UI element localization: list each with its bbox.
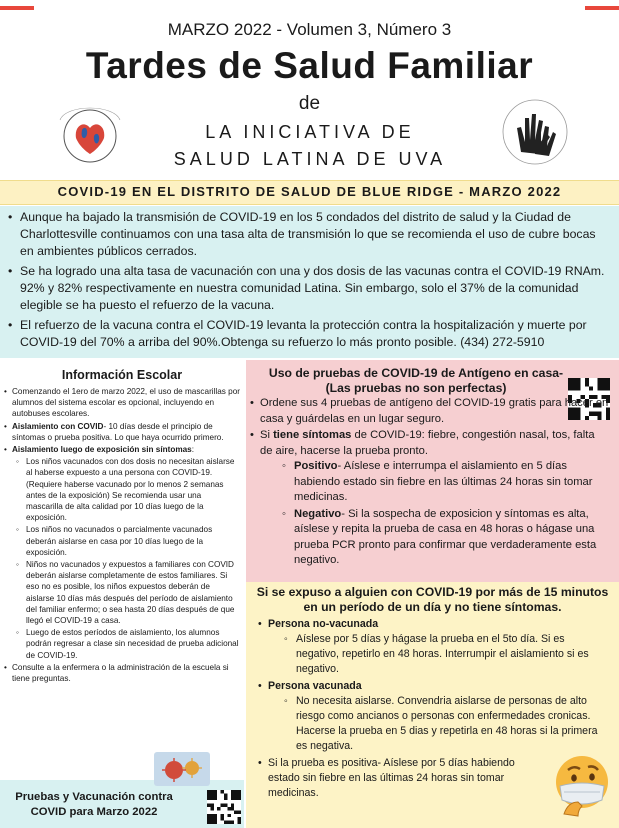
school-info-list (4, 386, 240, 685)
list-item: • Se ha logrado una alta tasa de vacunación con una y dos dosis de las vacunas contra el COVID-19 RNAm. 92% y 82% respectivamente en nuestra comunidad Latina. Sin embargo, solo el 37% de la comunidad elegible se ha puesto el refuerzo de la vacuna. (8, 263, 612, 314)
accent-bar-right (585, 6, 619, 10)
org-name-line2: SALUD LATINA DE UVA (173, 149, 447, 169)
sub-list-item: ◦ Los niños no vacunados o parcialmente vacunados deberán aislarse en casa por 10 días luego de la exposición. (12, 524, 240, 558)
sub-list-item: ◦ No necesita aislarse. Convendria aislarse de personas de alto riesgo como ancianos o personas con enfermedades cronicas. Hacerse la prueba en 5 dias y repetirla en 48 horas si la primera es negativa. (268, 694, 610, 754)
testing-vaccination-title: Pruebas y Vacunación contra COVID para Marzo 2022 (15, 791, 173, 818)
iniciativa-salud-latina-logo (40, 90, 140, 180)
list-item-text: de COVID-19: fiebre, congestión nasal, tos, falta de aire, hacerse la prueba pronto. (260, 429, 595, 457)
headline: COVID-19 EN EL DISTRITO DE SALUD DE BLUE RIDGE - MARZO 2022 (57, 184, 562, 199)
list-item (250, 428, 610, 569)
list-item-text: - 10 días desde el principio de síntomas o prueba positiva. Lo que haya ocurrido primero. (12, 421, 224, 442)
accent-bar-left (0, 6, 34, 10)
list-item (4, 386, 240, 420)
list-item-text: Consulte a la enfermera o la administración de la escuela si tiene preguntas. (12, 662, 229, 684)
result-text: - Aíslese e interrumpa el aislamiento en 5 días habiendo estado sin fiebre en las últimas 24 horas sin tomar medicinas. (294, 460, 593, 503)
list-item-text: Si (260, 429, 274, 441)
sub-list (268, 632, 610, 677)
antigen-test-list (250, 396, 610, 570)
sub-list-item: ◦ Los niños vacunados con dos dosis no necesitan aislarse al haberse expuesto a una persona con COVID-19. (Requiere haberse vacunado por lo menos 2 semanas antes de la exposición) Se recomienda usar una mascarilla de alta calidad por 10 días luego de la exposición. (12, 456, 240, 523)
covid-virus-image (154, 752, 210, 786)
sub-list-item: ◦ Niños no vacunados y expuestos a familiares con COVID deberán aislarse completamente de estos familiares. Si eso no es posible, los niños expuestos deberán de aislarse 10 días más después del período de aislamiento del familiar enfermo; o sea hasta 20 días después de que llegó el COVID-19 a casa. (12, 559, 240, 626)
sub-list-item-positive (260, 459, 610, 506)
list-item (4, 421, 240, 443)
thinking-face-with-mask-icon (550, 752, 614, 822)
org-name-line1: LA INICIATIVA DE (205, 122, 415, 142)
list-item: • Aunque ha bajado la transmisión de COVID-19 en los 5 condados del distrito de salud y la Ciudad de Charlottesville continuamos con una tasa alta de transmisión lo que se recomienda el uso de cubre bocas en ambientes públicos cerrados. (8, 209, 612, 260)
exposure-title: Si se expuso a alguien con COVID-19 por más de 15 minutos en un período de un día y no tiene síntomas. (256, 585, 609, 614)
list-item-text: : (191, 445, 194, 455)
result-text: - Si la sospecha de exposicion y síntomas es alta, aíslese y repita la prueba de casa en 48 horas o hágase una prueba PCR pronto para confirmar que verdaderamente esta negativo. (294, 507, 597, 566)
promotores-de-salud-logo (495, 92, 575, 170)
list-item: • El refuerzo de la vacuna contra el COVID-19 levanta la protección contra la hospitalización y muerte por COVID-19 del 70% a arriba del 90%.Obtenga su refuerzo lo más pronto posible. (434) 272-5910 (8, 317, 612, 351)
school-info-title: Información Escolar (61, 368, 183, 382)
district-summary-list (8, 209, 612, 354)
sub-list (260, 459, 610, 569)
title-connector: de (298, 93, 321, 114)
list-item-label: Aislamiento con COVID (12, 421, 104, 431)
sub-list-item: ◦ Aíslese por 5 días y hágase la prueba en el 5to día. Si es negativo, repetirlo en 48 horas. Interrumpir el aislamiento si es negativo. (268, 632, 610, 677)
sub-list-item-negative (260, 507, 610, 569)
antigen-test-title (246, 366, 586, 396)
list-item: • Si la prueba es positiva- Aíslese por 5 días habiendo estado sin fiebre en las últimas 24 horas sin tomar medicinas. (252, 756, 610, 801)
qr-code-icon (207, 790, 241, 824)
result-label: Negativo (294, 507, 342, 520)
result-label: Positivo (294, 460, 338, 472)
list-item-text: Comenzando el 1ero de marzo 2022, el uso de mascarillas por alumnos del sistema escolar es opcional, incluyendo en autobuses escolares. (12, 387, 241, 419)
sub-list (12, 456, 240, 661)
list-item-label: Persona vacunada (268, 680, 362, 692)
sub-list-item: ◦ Luego de estos períodos de aislamiento, los alumnos podrán regresar a clase sin necesidad de prueba adicional de COVID-19. (12, 627, 240, 661)
list-item (4, 444, 240, 661)
sub-list (268, 694, 610, 754)
list-item: • Ordene sus 4 pruebas de antígeno del COVID-19 gratis para hacer en casa y guárdelas en un lugar seguro. (250, 396, 610, 427)
list-item-label: tiene síntomas (273, 429, 352, 441)
antigen-title-line2: (Las pruebas no son perfectas) (325, 381, 507, 395)
list-item-label: Aislamiento luego de exposición sin síntomas (12, 445, 192, 455)
list-item (252, 617, 610, 677)
issue-line: MARZO 2022 - Volumen 3, Número 3 (167, 20, 452, 39)
list-item-label: Persona no-vacunada (268, 618, 379, 630)
newsletter-title: Tardes de Salud Familiar (85, 45, 534, 86)
antigen-title-line1: Uso de pruebas de COVID-19 de Antígeno en casa- (268, 366, 564, 380)
list-item (4, 662, 240, 684)
list-item (252, 679, 610, 754)
